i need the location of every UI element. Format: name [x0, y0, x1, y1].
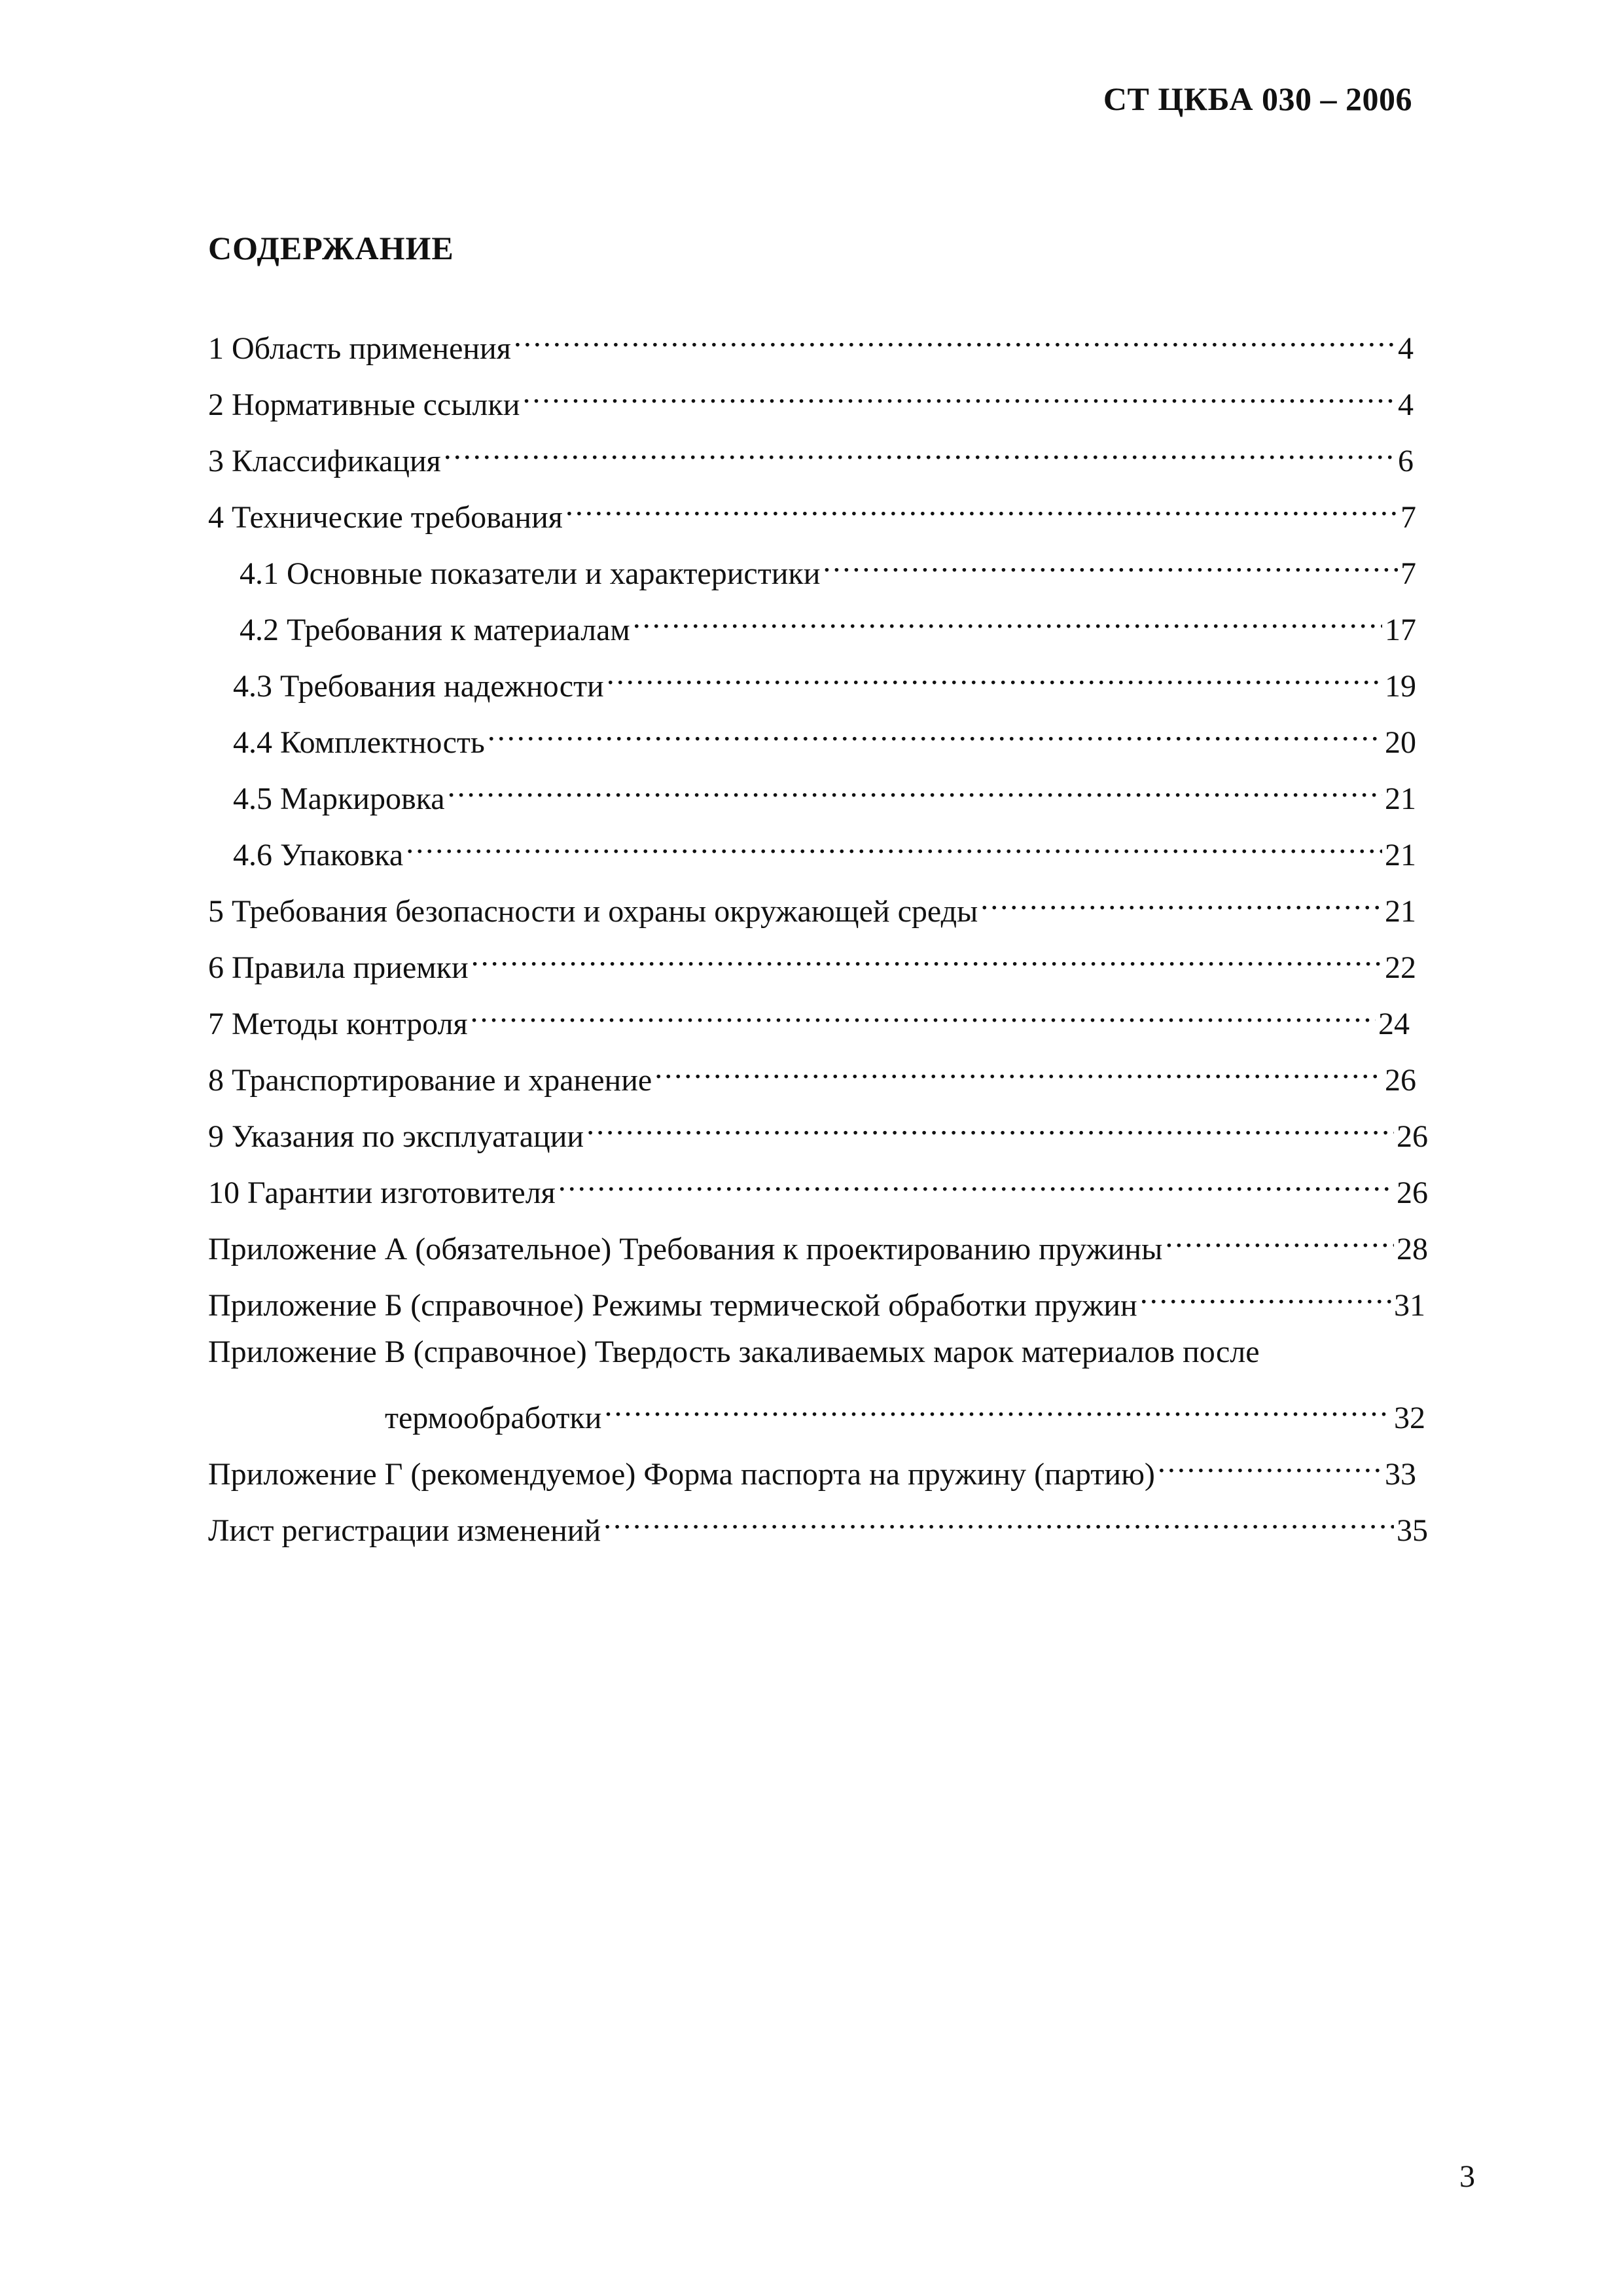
toc-entry-label: Приложение Г (рекомендуемое) Форма паспорта на пружину (партию) — [208, 1457, 1155, 1492]
toc-entry-page: 17 — [1385, 613, 1416, 647]
toc-entry — [208, 1501, 1428, 1548]
toc-leader-dots — [444, 432, 1395, 471]
toc-entry — [240, 545, 1416, 591]
toc-entry-label: 4.5 Маркировка — [233, 781, 445, 816]
toc-entry-label: 1 Область применения — [208, 331, 511, 366]
toc-entry-page: 22 — [1385, 950, 1416, 985]
toc-leader-dots — [514, 319, 1395, 359]
toc-leader-dots — [607, 657, 1382, 696]
toc-leader-dots — [1158, 1445, 1382, 1484]
toc-entry-page: 28 — [1397, 1232, 1428, 1266]
toc-entry — [208, 1276, 1425, 1323]
toc-entry — [208, 376, 1414, 422]
page-title: СОДЕРЖАНИЕ — [208, 230, 454, 266]
toc-entry-label: 4 Технические требования — [208, 500, 563, 535]
toc-leader-dots — [823, 545, 1398, 584]
toc-entry-label: Приложение А (обязательное) Требования к проектированию пружины — [208, 1232, 1163, 1266]
toc-leader-dots — [406, 826, 1382, 865]
toc-leader-dots — [1140, 1276, 1391, 1316]
toc-entry-label: Приложение В (справочное) Твердость закаливаемых марок материалов после — [208, 1335, 1260, 1369]
toc-entry-label: 4.4 Комплектность — [233, 725, 485, 760]
toc-entry-page: 31 — [1394, 1288, 1425, 1323]
toc-entry — [233, 770, 1416, 816]
toc-leader-dots — [633, 601, 1382, 640]
toc-entry-continuation: термообработки — [385, 1401, 602, 1435]
toc-entry-label: Лист регистрации изменений — [208, 1513, 601, 1548]
toc-entry — [208, 882, 1416, 929]
toc-entry-label: 6 Правила приемки — [208, 950, 469, 985]
toc-entry — [208, 1445, 1416, 1492]
toc-entry-page: 35 — [1397, 1513, 1428, 1548]
toc-leader-dots — [565, 488, 1398, 528]
toc-entry-page: 21 — [1385, 838, 1416, 872]
toc-entry — [240, 601, 1416, 647]
toc-leader-dots — [522, 376, 1395, 415]
toc-entry-page: 24 — [1378, 1007, 1410, 1041]
toc-entry-page: 33 — [1385, 1457, 1416, 1492]
toc-entry — [208, 1051, 1416, 1098]
toc-entry-label: 4.3 Требования надежности — [233, 669, 604, 704]
toc-entry-label: 4.1 Основные показатели и характеристики — [240, 556, 821, 591]
toc-leader-dots — [1165, 1220, 1394, 1259]
toc-leader-dots — [471, 995, 1376, 1034]
toc-leader-dots — [558, 1164, 1394, 1203]
toc-leader-dots — [488, 713, 1382, 753]
toc-entry — [385, 1389, 1425, 1435]
toc-entry-page: 26 — [1397, 1119, 1428, 1154]
toc-entry-label: 2 Нормативные ссылки — [208, 387, 520, 422]
toc-entry-page: 4 — [1398, 387, 1414, 422]
toc-entry-page: 6 — [1398, 444, 1414, 478]
toc-entry-label: 5 Требования безопасности и охраны окружающей среды — [208, 894, 978, 929]
toc-entry — [208, 319, 1414, 366]
toc-leader-dots — [980, 882, 1382, 922]
toc-entry-label: Приложение Б (справочное) Режимы термической обработки пружин — [208, 1288, 1137, 1323]
document-header-code: СТ ЦКБА 030 – 2006 — [1103, 81, 1412, 117]
toc-entry-page: 32 — [1394, 1401, 1425, 1435]
toc-leader-dots — [586, 1107, 1394, 1147]
toc-entry-page: 26 — [1385, 1063, 1416, 1098]
toc-entry — [208, 432, 1414, 478]
toc-leader-dots — [603, 1501, 1394, 1541]
toc-leader-dots — [448, 770, 1382, 809]
toc-entry-page: 21 — [1385, 781, 1416, 816]
toc-entry-page: 21 — [1385, 894, 1416, 929]
toc-entry-label: 3 Классификация — [208, 444, 441, 478]
toc-entry — [208, 939, 1416, 985]
toc-entry-label: 7 Методы контроля — [208, 1007, 468, 1041]
toc-entry — [208, 1164, 1428, 1210]
toc-entry-page: 19 — [1385, 669, 1416, 704]
toc-entry-label: 10 Гарантии изготовителя — [208, 1175, 556, 1210]
toc-entry — [233, 826, 1416, 872]
toc-entry-page: 4 — [1398, 331, 1414, 366]
toc-leader-dots — [604, 1389, 1391, 1428]
toc-entry-label: 4.2 Требования к материалам — [240, 613, 630, 647]
toc-leader-dots — [471, 939, 1382, 978]
toc-entry-page: 7 — [1400, 500, 1416, 535]
toc-entry — [208, 1220, 1428, 1266]
toc-entry-page: 20 — [1385, 725, 1416, 760]
toc-entry — [233, 713, 1416, 760]
page-number: 3 — [1459, 2159, 1475, 2194]
toc-entry-label: 8 Транспортирование и хранение — [208, 1063, 652, 1098]
toc-entry-label: 4.6 Упаковка — [233, 838, 404, 872]
toc-entry — [233, 657, 1416, 704]
toc-entry — [208, 995, 1410, 1041]
toc-leader-dots — [654, 1051, 1382, 1090]
toc-entry — [208, 488, 1416, 535]
toc-entry — [208, 1107, 1428, 1154]
toc-entry-page: 26 — [1397, 1175, 1428, 1210]
toc-entry-label: 9 Указания по эксплуатации — [208, 1119, 584, 1154]
toc-entry-page: 7 — [1400, 556, 1416, 591]
